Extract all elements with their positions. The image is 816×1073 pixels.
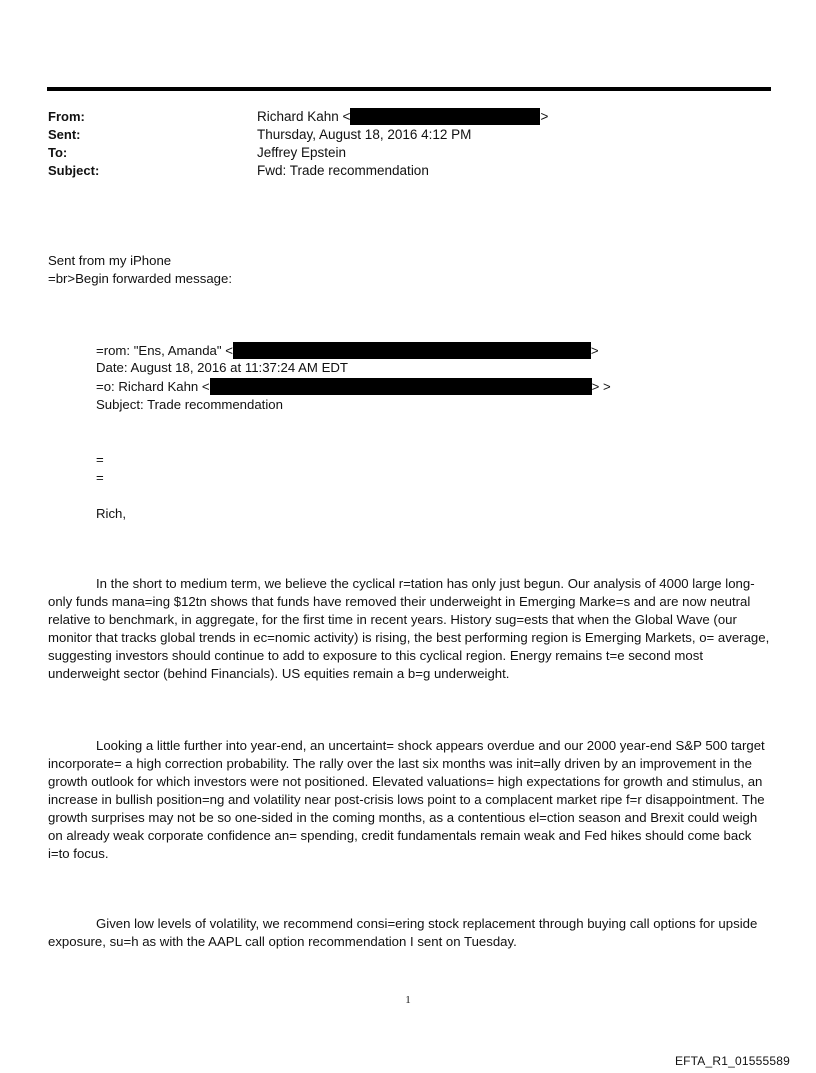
from-sender: Richard Kahn < — [257, 109, 351, 124]
begin-forwarded-line: =br>Begin forwarded message: — [48, 271, 233, 286]
body-paragraph-2: Looking a little further into year-end, an uncertaint= shock appears overdue and our 2000 year-end S&P 500 target incorporate= a high correction probability. The rally over the last six months was init=ally driven by an improvement in the growth outlook for which investors were not positioned. Elevated valuations= high expectations for growth and stimulus, an increase in bullish position=ng and volatility near post-crisis lows point to a complacent market ripe f=r disappointment. The growth surprises may not be so one-sided in the coming months, as a contentious el=ction season and Brexit could weigh on already weak corporate confidence an= spending, credit fundamentals remain weak and Fed hikes should come back i=to focus. — [48, 738, 765, 861]
forwarded-from-text: =rom: "Ens, Amanda" < — [96, 343, 233, 358]
from-tail: > — [540, 109, 549, 124]
subject-label: Subject: — [48, 163, 100, 178]
body-paragraph-3: Given low levels of volatility, we recommend consi=ering stock replacement through buying call options for upside exposure, su=h as with the AAPL call option recommendation I sent on Tuesday. — [48, 916, 758, 949]
redaction-bar — [350, 108, 540, 125]
bates-number: EFTA_R1_01555589 — [674, 1054, 790, 1068]
redaction-bar — [210, 378, 592, 395]
sent-value: Thursday, August 18, 2016 4:12 PM — [257, 127, 472, 142]
to-label: To: — [48, 145, 68, 160]
equals-line-2: = — [96, 470, 104, 485]
greeting: Rich, — [96, 506, 127, 521]
forwarded-from-line — [96, 342, 599, 360]
redaction-bar — [233, 342, 591, 359]
from-value — [257, 108, 548, 126]
from-label: From: — [48, 109, 85, 124]
forwarded-to-line — [96, 378, 611, 396]
subject-value: Fwd: Trade recommendation — [257, 163, 429, 178]
sent-from-line: Sent from my iPhone — [48, 253, 172, 268]
to-value: Jeffrey Epstein — [257, 145, 347, 160]
forwarded-subject-line: Subject: Trade recommendation — [96, 397, 283, 412]
sent-label: Sent: — [48, 127, 81, 142]
equals-line-1: = — [96, 452, 104, 467]
header-divider — [47, 87, 771, 91]
forwarded-from-tail: > — [590, 343, 599, 358]
page-number: 1 — [405, 994, 411, 1006]
forwarded-date-line: Date: August 18, 2016 at 11:37:24 AM EDT — [96, 360, 348, 375]
forwarded-to-tail: > > — [591, 379, 611, 394]
body-paragraph-1: In the short to medium term, we believe the cyclical r=tation has only just begun. Our analysis of 4000 large long-only funds mana=ing $12tn shows that funds have removed their underweight in Emerging Marke=s and are now neutral relative to benchmark, in aggregate, for the first time in recent years. History sug=ests that when the Global Wave (our monitor that tracks global trends in ec=nomic activity) is rising, the best performing region is Emerging Markets, o= average, suggesting investors should continue to add to exposure to this cyclical region. Energy remains t=e second most underweight sector (behind Financials). US equities remain a b=g underweight. — [48, 576, 770, 681]
forwarded-to-text: =o: Richard Kahn < — [96, 379, 210, 394]
